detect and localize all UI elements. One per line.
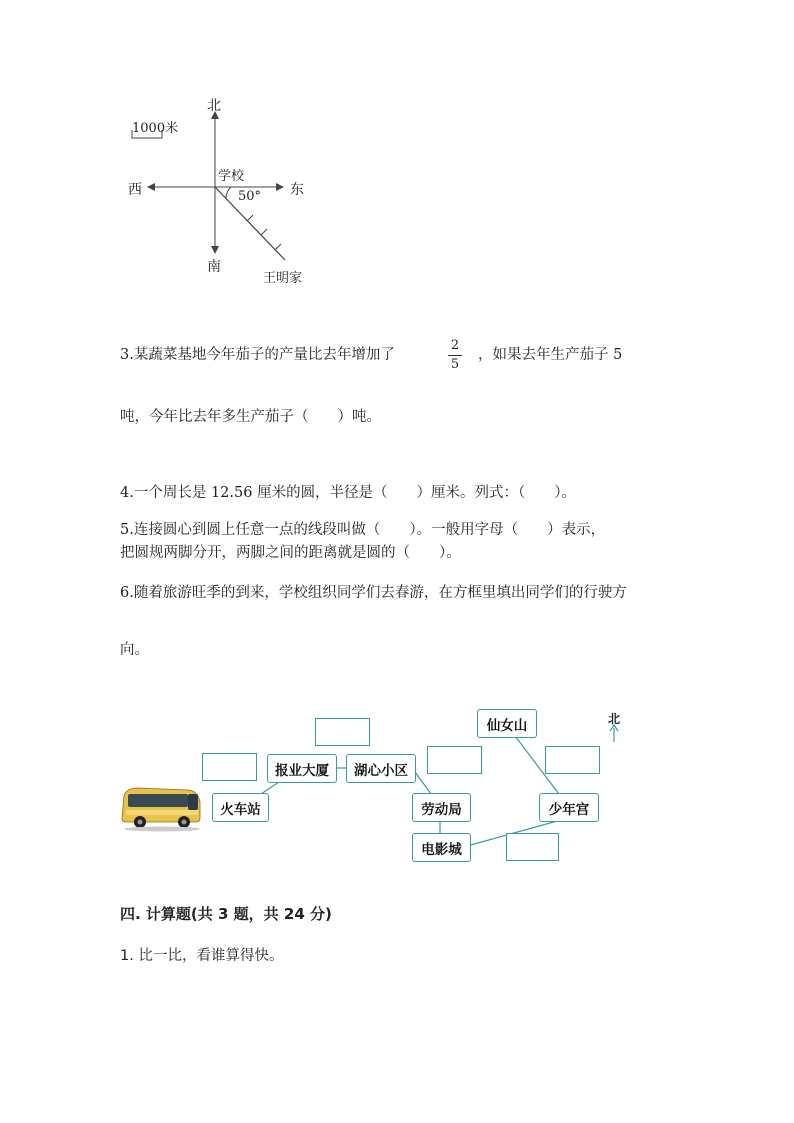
angle-label: 50° bbox=[238, 189, 262, 204]
question-6-line1: 6.随着旅游旺季的到来，学校组织同学们去春游，在方框里填出同学们的行驶方 bbox=[120, 585, 627, 601]
question-3-line1-cont: ，如果去年生产茄子 5 bbox=[478, 347, 623, 363]
scale-label: 1000米 bbox=[132, 121, 179, 136]
section-4-question-1: 1. 比一比，看谁算得快。 bbox=[120, 948, 284, 964]
question-3-line1: 3.某蔬菜基地今年茄子的产量比去年增加了 bbox=[120, 347, 395, 363]
fraction-two-fifths bbox=[446, 338, 464, 373]
section-4-title: 四. 计算题(共 3 题，共 24 分) bbox=[120, 905, 332, 923]
answer-box-2[interactable] bbox=[315, 718, 370, 746]
compass-figure bbox=[120, 95, 330, 290]
place-lake-community: 湖心小区 bbox=[346, 754, 416, 783]
south-label: 南 bbox=[207, 259, 221, 275]
question-3-line2: 吨，今年比去年多生产茄子（ ）吨。 bbox=[120, 409, 381, 425]
answer-box-4[interactable] bbox=[545, 746, 600, 774]
question-5-line1: 5.连接圆心到圆上任意一点的线段叫做（ ）。一般用字母（ ）表示， bbox=[120, 522, 606, 538]
west-label: 西 bbox=[128, 182, 142, 198]
place-fairy-mountain: 仙女山 bbox=[477, 709, 537, 738]
bus-icon bbox=[118, 782, 202, 832]
place-train-station: 火车站 bbox=[212, 793, 269, 822]
question-6-line2: 向。 bbox=[120, 642, 149, 658]
north-label: 北 bbox=[207, 98, 221, 114]
question-4: 4.一个周长是 12.56 厘米的圆，半径是（ ）厘米。列式：（ ）。 bbox=[120, 485, 577, 501]
school-label: 学校 bbox=[218, 169, 245, 184]
fraction-numerator: 2 bbox=[450, 338, 460, 353]
answer-box-5[interactable] bbox=[506, 833, 559, 861]
place-youth-palace: 少年宫 bbox=[539, 793, 599, 822]
answer-box-1[interactable] bbox=[202, 753, 257, 781]
east-label: 东 bbox=[290, 182, 304, 198]
place-cinema: 电影城 bbox=[412, 833, 471, 862]
place-labor-bureau: 劳动局 bbox=[412, 793, 471, 822]
angle-arc bbox=[226, 187, 231, 199]
place-newspaper-building: 报业大厦 bbox=[267, 754, 337, 783]
map-north-label: 北 bbox=[608, 712, 621, 726]
answer-box-3[interactable] bbox=[427, 746, 482, 774]
home-label: 王明家 bbox=[263, 271, 303, 286]
fraction-denominator: 5 bbox=[450, 357, 460, 372]
question-5-line2: 把圆规两脚分开，两脚之间的距离就是圆的（ ）。 bbox=[120, 545, 461, 561]
